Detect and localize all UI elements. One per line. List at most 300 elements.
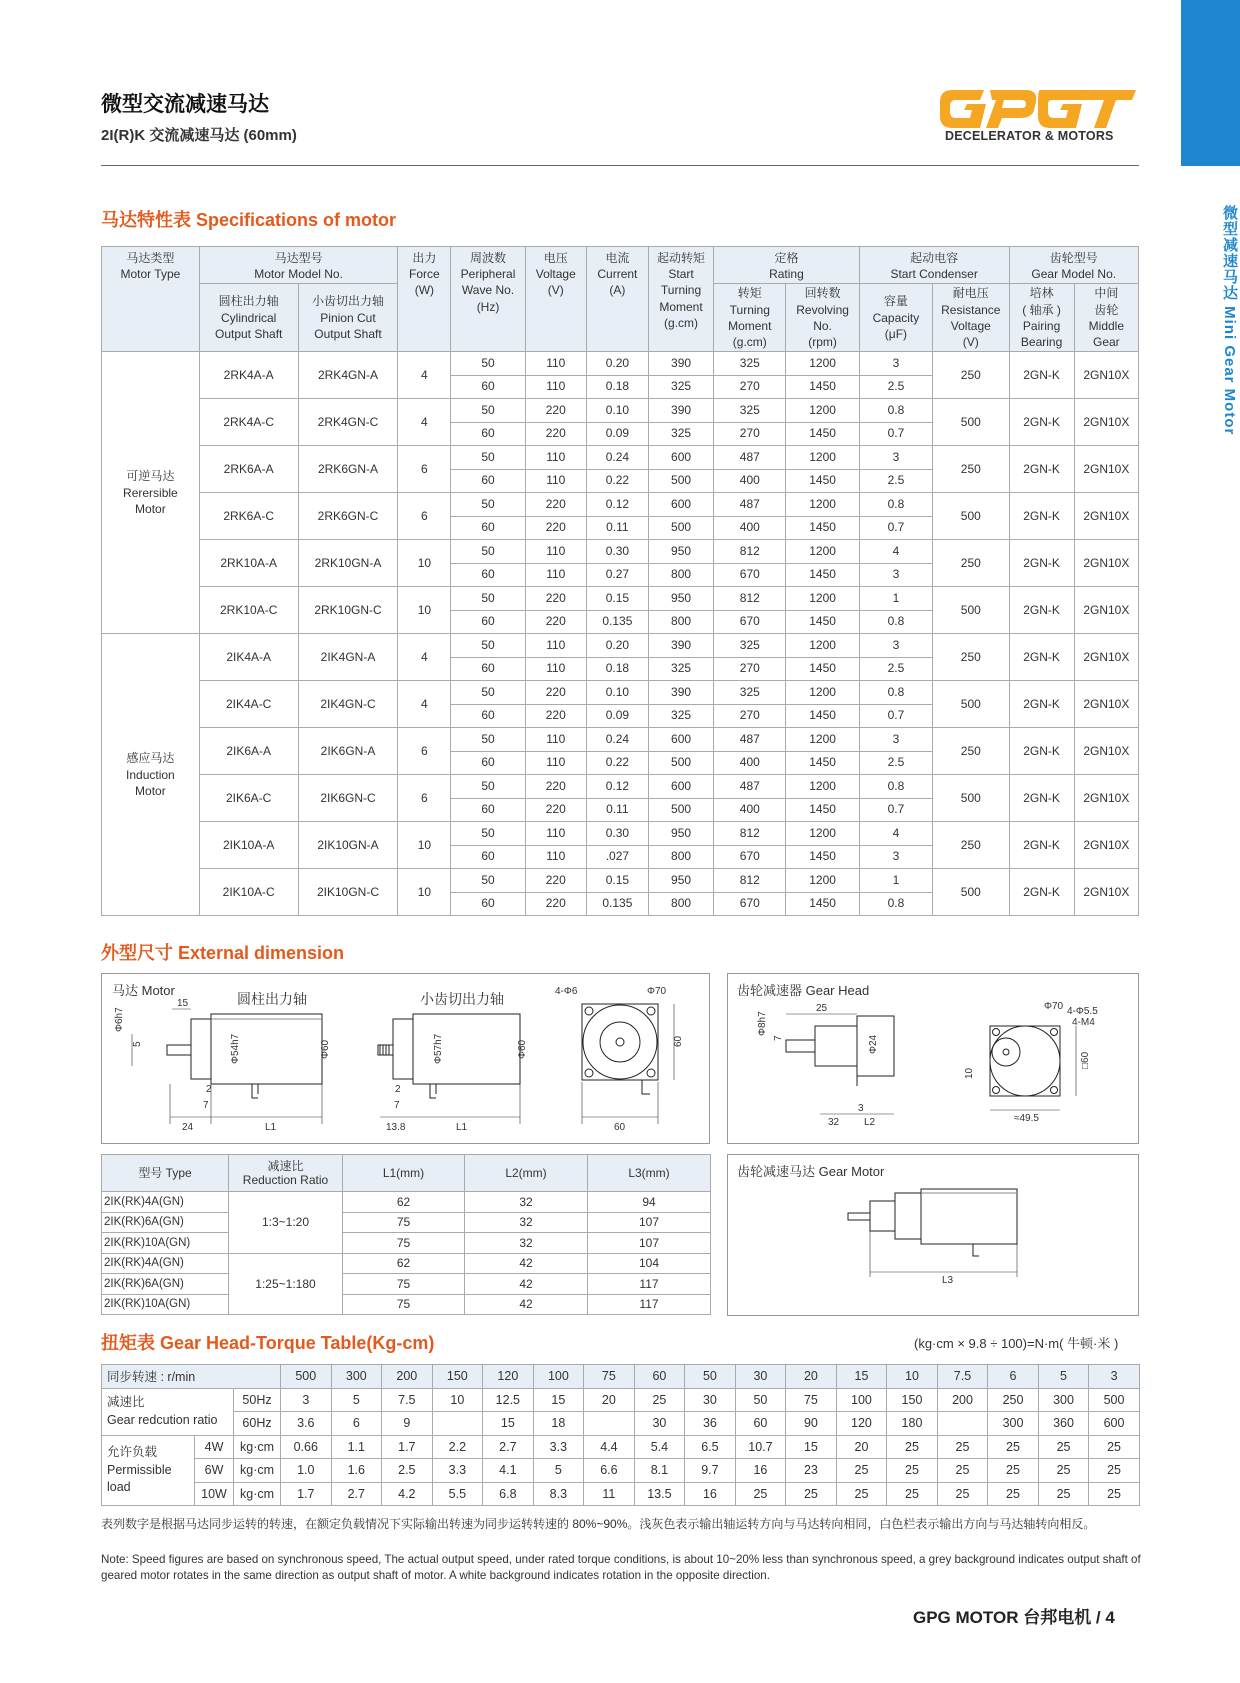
svg-text:Φ70: Φ70 — [1044, 1001, 1064, 1012]
turn-moment-cell: 400 — [714, 469, 786, 493]
ratio-cell: 5 — [331, 1388, 382, 1412]
start-moment-cell: 500 — [648, 751, 713, 775]
bearing-cell: 2GN-K — [1009, 446, 1074, 493]
gear-ratio-label: 减速比 Gear redcution ratio — [102, 1388, 234, 1435]
rev-cell: 1200 — [786, 869, 859, 893]
speed-cell: 500 — [281, 1365, 332, 1389]
force-cell: 6 — [398, 775, 451, 822]
resist-volt-cell: 500 — [933, 587, 1009, 634]
ratio-cell: 20 — [584, 1388, 635, 1412]
pinion-model-cell: 2IK4GN-A — [298, 634, 398, 681]
svg-text:□60: □60 — [1080, 1051, 1091, 1069]
page-subtitle: 2I(R)K 交流减速马达 (60mm) — [101, 127, 297, 144]
turn-moment-cell: 670 — [714, 892, 786, 916]
load-cell: 1.0 — [281, 1459, 332, 1483]
speed-cell: 300 — [331, 1365, 382, 1389]
hz-cell: 50 — [451, 728, 525, 752]
current-cell: 0.30 — [586, 540, 648, 564]
voltage-cell: 110 — [525, 657, 586, 681]
spec-row — [102, 634, 1139, 658]
middle-gear-cell: 2GN10X — [1074, 446, 1138, 493]
voltage-cell: 220 — [525, 587, 586, 611]
ratio-cell: 60 — [735, 1412, 786, 1436]
svg-text:Φ60: Φ60 — [320, 1039, 331, 1059]
svg-text:7: 7 — [203, 1100, 209, 1111]
gearhead-drawing — [728, 974, 1140, 1145]
l1-cell: 62 — [343, 1192, 465, 1213]
svg-text:Φ54h7: Φ54h7 — [230, 1033, 241, 1064]
load-cell: 25 — [836, 1482, 887, 1506]
load-cell: 16 — [735, 1459, 786, 1483]
start-moment-cell: 500 — [648, 469, 713, 493]
turn-moment-cell: 670 — [714, 610, 786, 634]
turn-moment-cell: 325 — [714, 681, 786, 705]
start-moment-cell: 600 — [648, 446, 713, 470]
hz-cell: 50 — [451, 540, 525, 564]
svg-text:≈49.5: ≈49.5 — [1014, 1113, 1039, 1124]
svg-text:2: 2 — [206, 1084, 212, 1095]
ratio-cell: 18 — [533, 1412, 584, 1436]
resist-volt-cell: 500 — [933, 399, 1009, 446]
type-cell: 2IK(RK)4A(GN) — [102, 1253, 229, 1274]
turn-moment-cell: 400 — [714, 516, 786, 540]
hdr-bearing: 培林 ( 轴承 ) Pairing Bearing — [1009, 284, 1074, 352]
pinion-model-cell: 2RK10GN-C — [298, 587, 398, 634]
load-cell: 4.1 — [483, 1459, 534, 1483]
svg-text:32: 32 — [828, 1117, 840, 1128]
svg-text:L2: L2 — [864, 1117, 876, 1128]
start-moment-cell: 800 — [648, 610, 713, 634]
rev-cell: 1200 — [786, 634, 859, 658]
bearing-cell: 2GN-K — [1009, 775, 1074, 822]
load-cell: 11 — [584, 1482, 635, 1506]
svg-text:4-Φ6: 4-Φ6 — [555, 986, 578, 997]
start-moment-cell: 600 — [648, 728, 713, 752]
hdr-resist-volt: 耐电压 Resistance Voltage (V) — [933, 284, 1009, 352]
load-cell: 13.5 — [634, 1482, 685, 1506]
cyl-model-cell: 2RK6A-A — [199, 446, 298, 493]
capacity-cell: 0.8 — [859, 892, 932, 916]
l3-cell: 117 — [588, 1274, 711, 1295]
hz-cell: 60 — [451, 704, 525, 728]
force-cell: 6 — [398, 446, 451, 493]
speed-cell: 6 — [988, 1365, 1039, 1389]
load-cell: 2.7 — [483, 1435, 534, 1459]
speed-cell: 100 — [533, 1365, 584, 1389]
hz-cell: 50 — [451, 587, 525, 611]
hdr-pinion: 小齿切出力轴 Pinion Cut Output Shaft — [298, 284, 398, 352]
load-cell: 5.5 — [432, 1482, 483, 1506]
load-row — [102, 1482, 1140, 1506]
speed-cell: 7.5 — [937, 1365, 988, 1389]
hz-cell: 50 — [451, 634, 525, 658]
load-cell: 25 — [937, 1482, 988, 1506]
ratio-row — [102, 1233, 711, 1254]
resist-volt-cell: 500 — [933, 493, 1009, 540]
force-cell: 10 — [398, 540, 451, 587]
hz-cell: 60 — [451, 422, 525, 446]
resist-volt-cell: 500 — [933, 775, 1009, 822]
rev-cell: 1200 — [786, 822, 859, 846]
capacity-cell: 0.8 — [859, 681, 932, 705]
ratio-row — [102, 1294, 711, 1315]
hdr-start-moment: 起动转矩 Start Turning Moment (g.cm) — [648, 247, 713, 352]
force-cell: 4 — [398, 352, 451, 399]
voltage-cell: 110 — [525, 540, 586, 564]
force-cell: 4 — [398, 634, 451, 681]
rev-cell: 1450 — [786, 751, 859, 775]
spec-row — [102, 587, 1139, 611]
svg-text:15: 15 — [177, 998, 189, 1009]
unit-cell: kg·cm — [234, 1459, 281, 1483]
load-cell: 25 — [988, 1459, 1039, 1483]
start-moment-cell: 500 — [648, 798, 713, 822]
turn-moment-cell: 270 — [714, 422, 786, 446]
current-cell: 0.135 — [586, 610, 648, 634]
current-cell: .027 — [586, 845, 648, 869]
bearing-cell: 2GN-K — [1009, 540, 1074, 587]
hz-cell: 60 — [451, 798, 525, 822]
start-moment-cell: 390 — [648, 681, 713, 705]
ratio-cell — [937, 1412, 988, 1436]
cyl-model-cell: 2IK6A-C — [199, 775, 298, 822]
capacity-cell: 1 — [859, 587, 932, 611]
svg-text:L1: L1 — [265, 1122, 277, 1133]
l2-cell: 42 — [465, 1294, 588, 1315]
current-cell: 0.18 — [586, 375, 648, 399]
current-cell: 0.15 — [586, 869, 648, 893]
current-cell: 0.11 — [586, 516, 648, 540]
current-cell: 0.09 — [586, 422, 648, 446]
turn-moment-cell: 812 — [714, 869, 786, 893]
permissible-load-label: 允许负载 Permissible load — [102, 1435, 195, 1506]
bearing-cell: 2GN-K — [1009, 493, 1074, 540]
current-cell: 0.12 — [586, 775, 648, 799]
hz-cell: 60 — [451, 845, 525, 869]
voltage-cell: 220 — [525, 493, 586, 517]
ratio-cell: 100 — [836, 1388, 887, 1412]
capacity-cell: 2.5 — [859, 657, 932, 681]
hdr-current: 电流 Current (A) — [586, 247, 648, 352]
svg-text:25: 25 — [816, 1003, 828, 1014]
l2-cell: 32 — [465, 1192, 588, 1213]
turn-moment-cell: 270 — [714, 375, 786, 399]
note-cn: 表列数字是根据马达同步运转的转速，在额定负载情况下实际输出转速为同步运转转速的 80%~90%。浅灰色表示输出轴运转方向与马达转向相同，白色栏表示输出方向与马达轴转向相反。 — [101, 1517, 1096, 1531]
spec-row — [102, 540, 1139, 564]
turn-moment-cell: 812 — [714, 587, 786, 611]
hdr-force: 出力 Force (W) — [398, 247, 451, 352]
load-cell: 9.7 — [685, 1459, 736, 1483]
resist-volt-cell: 250 — [933, 822, 1009, 869]
rr-hdr-ratio: 减速比 Reduction Ratio — [229, 1155, 343, 1192]
load-row — [102, 1459, 1140, 1483]
l1-cell: 75 — [343, 1233, 465, 1254]
dimension-title: 外型尺寸 External dimension — [101, 943, 345, 963]
rr-hdr-l1: L1(mm) — [343, 1155, 465, 1192]
torque-title: 扭矩表 Gear Head-Torque Table(Kg-cm) — [101, 1333, 435, 1353]
svg-text:5: 5 — [132, 1041, 143, 1047]
current-cell: 0.15 — [586, 587, 648, 611]
load-cell: 25 — [1089, 1482, 1140, 1506]
voltage-cell: 110 — [525, 563, 586, 587]
side-tab — [1181, 0, 1240, 166]
hz-cell: 60 — [451, 657, 525, 681]
load-cell: 25 — [887, 1482, 938, 1506]
turn-moment-cell: 670 — [714, 845, 786, 869]
l2-cell: 32 — [465, 1212, 588, 1233]
ratio-cell: 150 — [887, 1388, 938, 1412]
ratio-cell: 300 — [988, 1412, 1039, 1436]
load-cell: 1.7 — [281, 1482, 332, 1506]
pinion-model-cell: 2RK10GN-A — [298, 540, 398, 587]
ratio-row — [102, 1192, 711, 1213]
rev-cell: 1200 — [786, 446, 859, 470]
hdr-voltage: 电压 Voltage (V) — [525, 247, 586, 352]
load-cell: 16 — [685, 1482, 736, 1506]
resist-volt-cell: 500 — [933, 869, 1009, 916]
start-moment-cell: 500 — [648, 516, 713, 540]
voltage-cell: 220 — [525, 869, 586, 893]
current-cell: 0.24 — [586, 728, 648, 752]
load-cell: 5.4 — [634, 1435, 685, 1459]
load-cell: 2.2 — [432, 1435, 483, 1459]
force-cell: 6 — [398, 493, 451, 540]
hdr-rating: 定格 Rating — [714, 247, 860, 284]
rev-cell: 1450 — [786, 422, 859, 446]
speed-cell: 30 — [735, 1365, 786, 1389]
turn-moment-cell: 487 — [714, 446, 786, 470]
spec-row — [102, 352, 1139, 376]
start-moment-cell: 325 — [648, 704, 713, 728]
ratio-cell: 30 — [685, 1388, 736, 1412]
load-cell: 25 — [937, 1459, 988, 1483]
ratio-cell: 300 — [1038, 1388, 1089, 1412]
bearing-cell: 2GN-K — [1009, 869, 1074, 916]
voltage-cell: 220 — [525, 516, 586, 540]
footer: GPG MOTOR 台邦电机 / 4 — [913, 1608, 1115, 1627]
hz-label: 60Hz — [234, 1412, 281, 1436]
l3-label: L3 — [942, 1275, 954, 1286]
spec-row — [102, 446, 1139, 470]
capacity-cell: 4 — [859, 540, 932, 564]
start-moment-cell: 950 — [648, 869, 713, 893]
cyl-model-cell: 2IK10A-A — [199, 822, 298, 869]
ratio-cell: 500 — [1089, 1388, 1140, 1412]
l1-cell: 62 — [343, 1253, 465, 1274]
gearhead-dimension-box — [727, 973, 1139, 1144]
turn-moment-cell: 487 — [714, 775, 786, 799]
pinion-model-cell: 2IK10GN-A — [298, 822, 398, 869]
voltage-cell: 220 — [525, 681, 586, 705]
unit-cell: kg·cm — [234, 1435, 281, 1459]
cyl-model-cell: 2RK10A-A — [199, 540, 298, 587]
rev-cell: 1450 — [786, 563, 859, 587]
cyl-shaft-label: 圆柱出力轴 — [237, 991, 307, 1007]
capacity-cell: 4 — [859, 822, 932, 846]
type-cell: 2IK(RK)4A(GN) — [102, 1192, 229, 1213]
hdr-rev-no: 回转数 Revolving No. (rpm) — [786, 284, 859, 352]
pinion-shaft-label: 小齿切出力轴 — [420, 991, 504, 1007]
current-cell: 0.10 — [586, 681, 648, 705]
ratio-cell: 600 — [1089, 1412, 1140, 1436]
resist-volt-cell: 250 — [933, 728, 1009, 775]
speed-cell: 5 — [1038, 1365, 1089, 1389]
rev-cell: 1200 — [786, 493, 859, 517]
rev-cell: 1450 — [786, 657, 859, 681]
current-cell: 0.09 — [586, 704, 648, 728]
ratio-cell — [432, 1412, 483, 1436]
start-moment-cell: 390 — [648, 399, 713, 423]
voltage-cell: 220 — [525, 399, 586, 423]
turn-moment-cell: 325 — [714, 399, 786, 423]
load-cell: 25 — [836, 1459, 887, 1483]
current-cell: 0.22 — [586, 469, 648, 493]
watt-cell: 10W — [195, 1482, 234, 1506]
hz-cell: 60 — [451, 516, 525, 540]
ratio-cell: 1:3~1:20 — [229, 1192, 343, 1254]
ratio-cell: 180 — [887, 1412, 938, 1436]
cyl-model-cell: 2IK6A-A — [199, 728, 298, 775]
cyl-model-cell: 2RK10A-C — [199, 587, 298, 634]
ratio-cell: 12.5 — [483, 1388, 534, 1412]
ratio-cell: 75 — [786, 1388, 837, 1412]
voltage-cell: 220 — [525, 610, 586, 634]
spec-row — [102, 822, 1139, 846]
hz-cell: 60 — [451, 610, 525, 634]
start-moment-cell: 800 — [648, 845, 713, 869]
voltage-cell: 110 — [525, 446, 586, 470]
load-cell: 2.7 — [331, 1482, 382, 1506]
pinion-model-cell: 2IK10GN-C — [298, 869, 398, 916]
capacity-cell: 0.8 — [859, 493, 932, 517]
ratio-cell: 360 — [1038, 1412, 1089, 1436]
cyl-model-cell: 2IK10A-C — [199, 869, 298, 916]
speed-cell: 150 — [432, 1365, 483, 1389]
cyl-model-cell: 2RK4A-C — [199, 399, 298, 446]
voltage-cell: 110 — [525, 822, 586, 846]
torque-unit-note: (kg·cm × 9.8 ÷ 100)=N·m( 牛顿·米 ) — [914, 1336, 1119, 1351]
load-cell: 3.3 — [432, 1459, 483, 1483]
ratio-cell: 36 — [685, 1412, 736, 1436]
logo-caption: DECELERATOR & MOTORS — [945, 129, 1114, 143]
cyl-model-cell: 2RK6A-C — [199, 493, 298, 540]
load-cell: 25 — [735, 1482, 786, 1506]
bearing-cell: 2GN-K — [1009, 399, 1074, 446]
pinion-model-cell: 2IK6GN-A — [298, 728, 398, 775]
speed-cell: 15 — [836, 1365, 887, 1389]
gearmotor-label: 齿轮减速马达 Gear Motor — [737, 1164, 885, 1179]
current-cell: 0.135 — [586, 892, 648, 916]
rev-cell: 1450 — [786, 798, 859, 822]
current-cell: 0.20 — [586, 352, 648, 376]
speed-row — [102, 1365, 1140, 1389]
hdr-turn-moment: 转矩 Turning Moment (g.cm) — [714, 284, 786, 352]
type-cell: 2IK(RK)10A(GN) — [102, 1233, 229, 1254]
current-cell: 0.11 — [586, 798, 648, 822]
svg-text:L1: L1 — [456, 1122, 468, 1133]
svg-text:60: 60 — [614, 1122, 626, 1133]
rev-cell: 1200 — [786, 399, 859, 423]
turn-moment-cell: 812 — [714, 540, 786, 564]
motor-label: 马达 Motor — [112, 983, 175, 998]
load-cell: 25 — [1038, 1482, 1089, 1506]
capacity-cell: 3 — [859, 845, 932, 869]
bearing-cell: 2GN-K — [1009, 822, 1074, 869]
hz-cell: 60 — [451, 469, 525, 493]
current-cell: 0.22 — [586, 751, 648, 775]
rev-cell: 1450 — [786, 516, 859, 540]
capacity-cell: 3 — [859, 446, 932, 470]
voltage-cell: 110 — [525, 728, 586, 752]
ratio-cell: 15 — [483, 1412, 534, 1436]
svg-text:7: 7 — [394, 1100, 400, 1111]
unit-cell: kg·cm — [234, 1482, 281, 1506]
capacity-cell: 0.8 — [859, 775, 932, 799]
ratio-cell: 1:25~1:180 — [229, 1253, 343, 1315]
resist-volt-cell: 500 — [933, 681, 1009, 728]
rev-cell: 1200 — [786, 352, 859, 376]
load-cell: 25 — [1038, 1435, 1089, 1459]
current-cell: 0.12 — [586, 493, 648, 517]
speed-label: 同步转速 : r/min — [102, 1365, 281, 1389]
resist-volt-cell: 250 — [933, 634, 1009, 681]
load-cell: 25 — [988, 1435, 1039, 1459]
specs-table — [101, 246, 1139, 916]
speed-cell: 20 — [786, 1365, 837, 1389]
l1-cell: 75 — [343, 1212, 465, 1233]
svg-text:Φ70: Φ70 — [647, 986, 667, 997]
middle-gear-cell: 2GN10X — [1074, 399, 1138, 446]
rev-cell: 1200 — [786, 775, 859, 799]
svg-text:7: 7 — [773, 1035, 784, 1041]
load-cell: 8.1 — [634, 1459, 685, 1483]
capacity-cell: 3 — [859, 563, 932, 587]
middle-gear-cell: 2GN10X — [1074, 634, 1138, 681]
ratio-cell: 120 — [836, 1412, 887, 1436]
ratio-row — [102, 1412, 1140, 1436]
hdr-cyl: 圆柱出力轴 Cylindrical Output Shaft — [199, 284, 298, 352]
pinion-model-cell: 2RK4GN-A — [298, 352, 398, 399]
svg-text:Φ57h7: Φ57h7 — [433, 1033, 444, 1064]
load-cell: 1.7 — [382, 1435, 433, 1459]
rev-cell: 1200 — [786, 587, 859, 611]
ratio-row — [102, 1388, 1140, 1412]
middle-gear-cell: 2GN10X — [1074, 493, 1138, 540]
rev-cell: 1200 — [786, 728, 859, 752]
rev-cell: 1450 — [786, 892, 859, 916]
load-cell: 8.3 — [533, 1482, 584, 1506]
current-cell: 0.18 — [586, 657, 648, 681]
start-moment-cell: 600 — [648, 493, 713, 517]
rev-cell: 1450 — [786, 469, 859, 493]
start-moment-cell: 325 — [648, 422, 713, 446]
l3-cell: 117 — [588, 1294, 711, 1315]
start-moment-cell: 950 — [648, 822, 713, 846]
motor-type-cell: 可逆马达 Rerersible Motor — [102, 352, 200, 634]
side-label: 微型减速马达 Mini Gear Motor — [1221, 205, 1238, 436]
speed-cell: 60 — [634, 1365, 685, 1389]
current-cell: 0.30 — [586, 822, 648, 846]
voltage-cell: 220 — [525, 775, 586, 799]
gearhead-label: 齿轮减速器 Gear Head — [737, 983, 870, 998]
rev-cell: 1450 — [786, 375, 859, 399]
rr-hdr-l3: L3(mm) — [588, 1155, 711, 1192]
svg-text:60: 60 — [673, 1035, 684, 1047]
ratio-cell: 6 — [331, 1412, 382, 1436]
speed-cell: 3 — [1089, 1365, 1140, 1389]
svg-text:24: 24 — [182, 1122, 194, 1133]
force-cell: 10 — [398, 822, 451, 869]
